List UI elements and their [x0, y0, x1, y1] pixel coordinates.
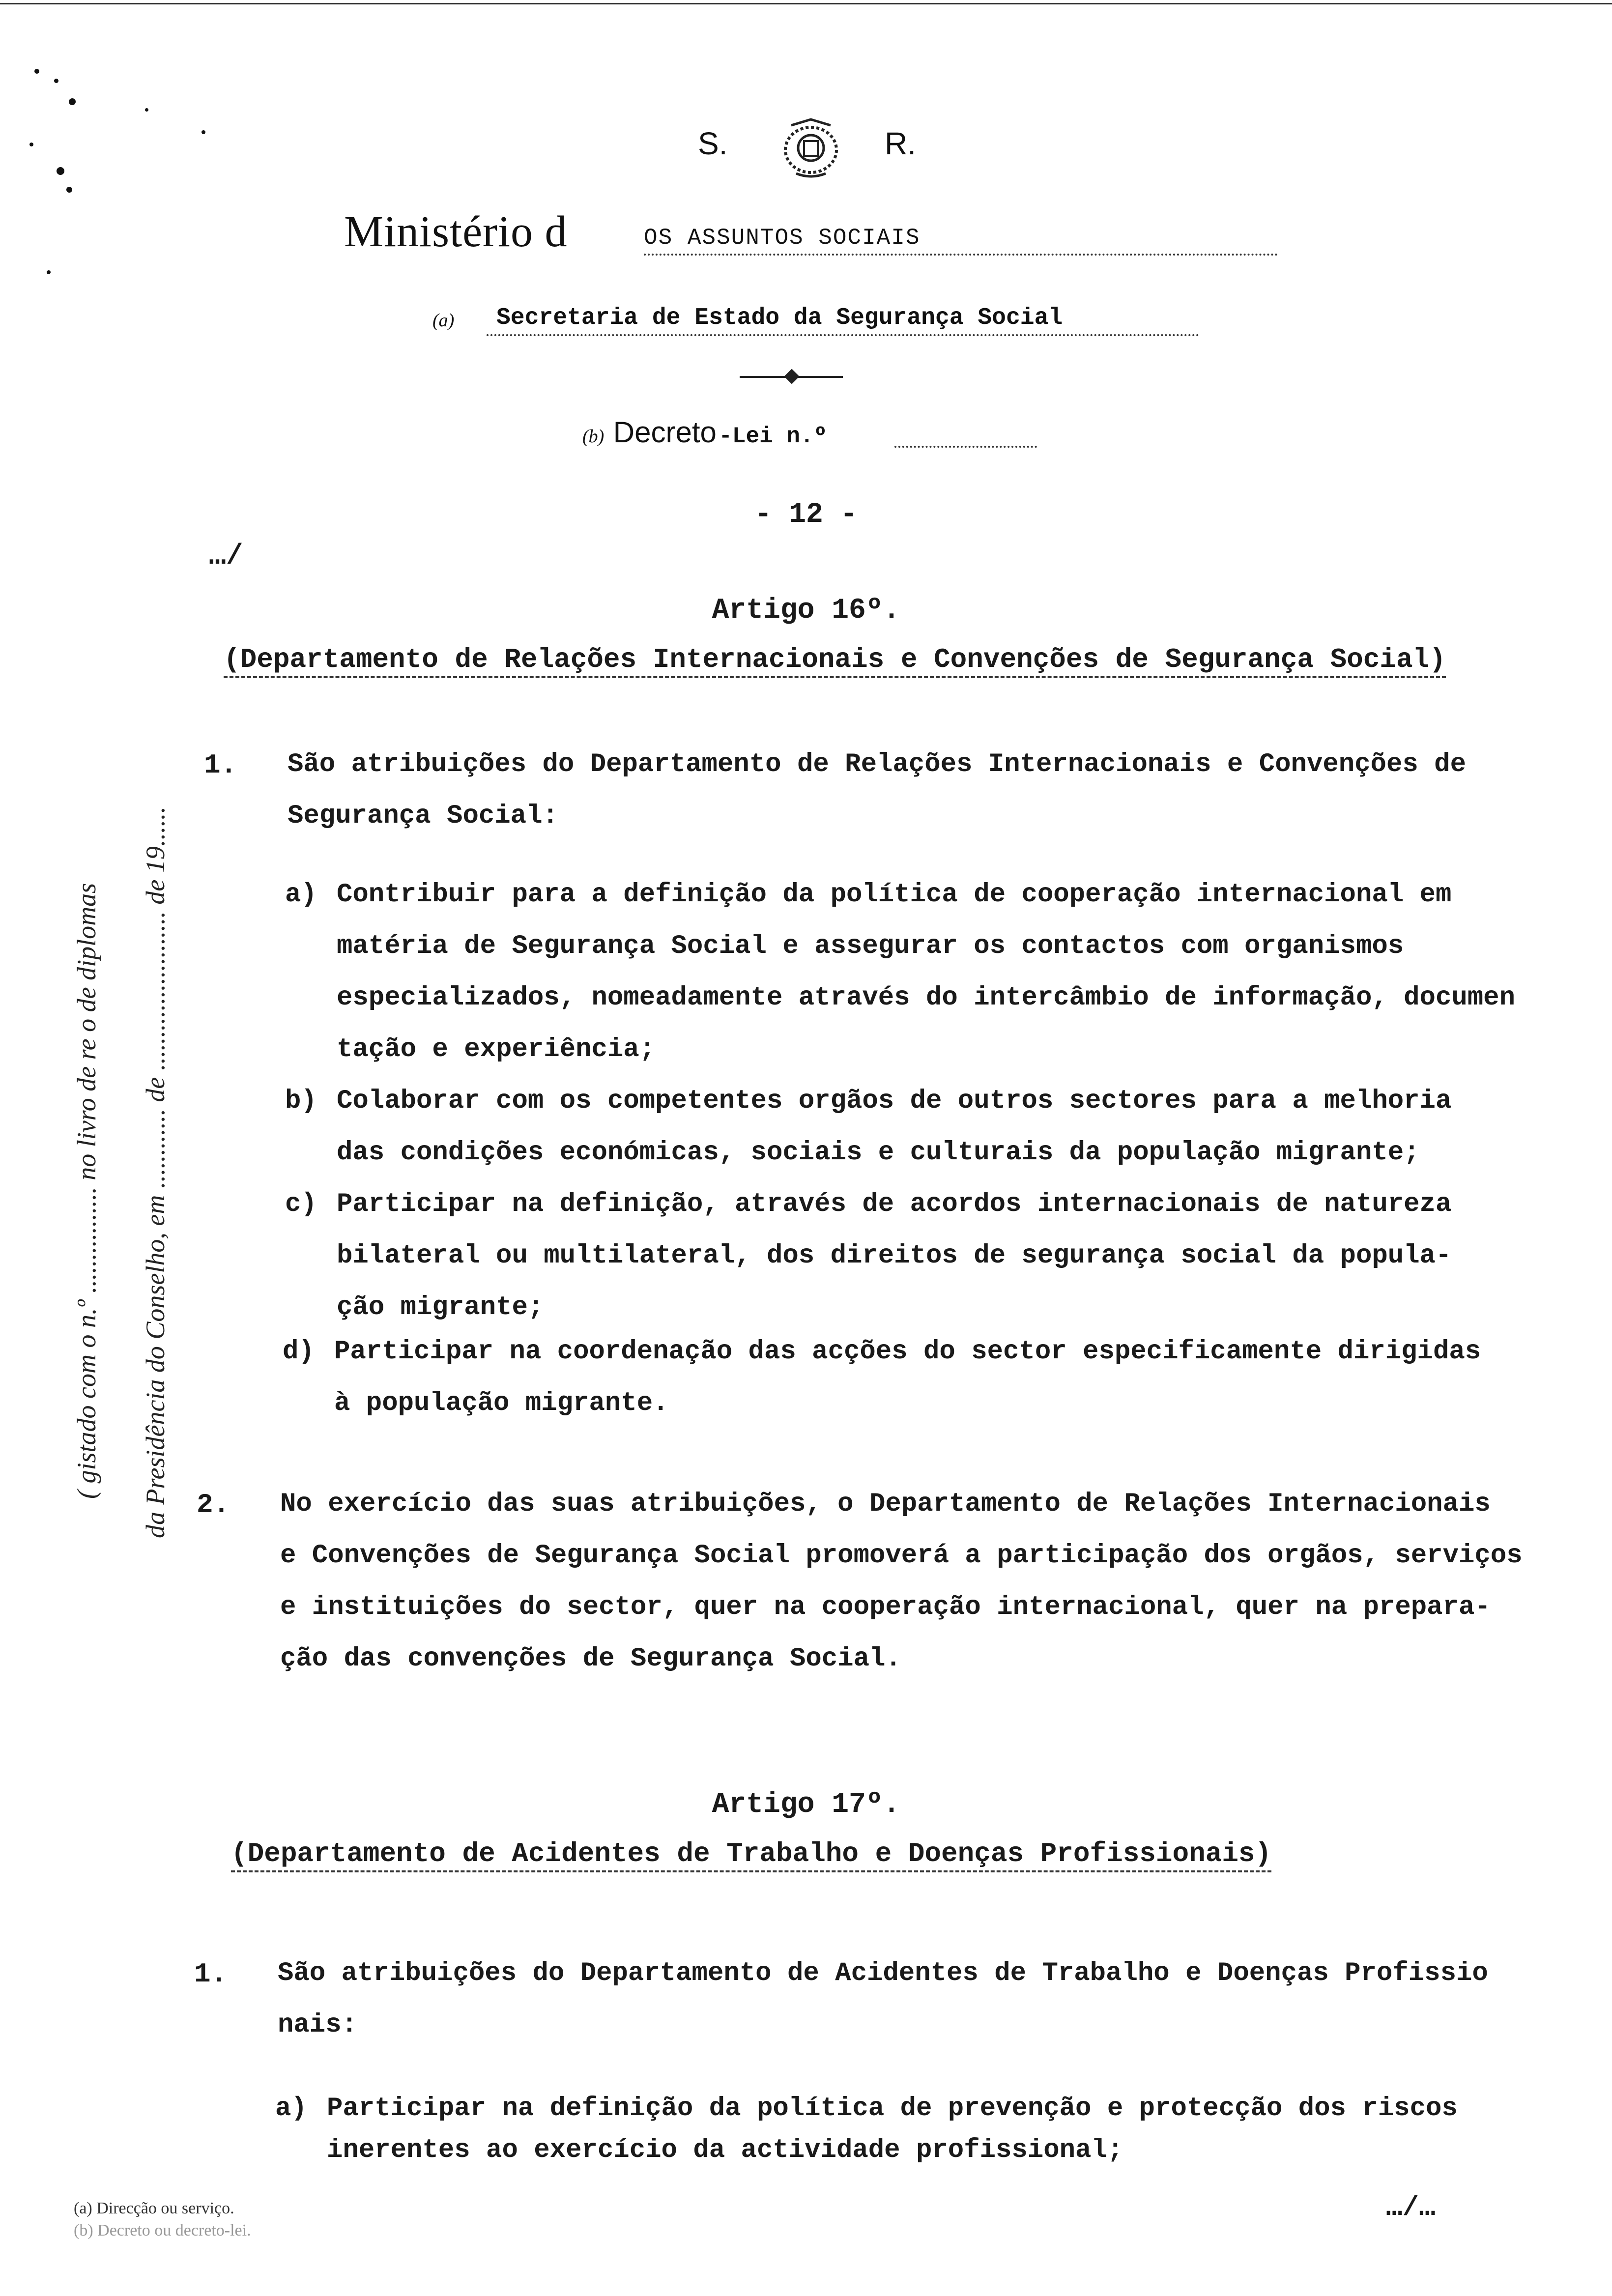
scan-speck [54, 79, 58, 83]
decree-suffix: -Lei n.º [719, 424, 828, 449]
article-17-p1-line: nais: [278, 2010, 358, 2040]
ministry-dotted-line [644, 254, 1278, 256]
article-16-item-a-line: matéria de Segurança Social e assegurar os contactos com organismos [337, 931, 1404, 961]
article-16-item-b-line: das condições económicas, sociais e culturais da população migrante; [337, 1138, 1420, 1168]
letterhead-s: S. [698, 126, 728, 161]
scan-speck [202, 130, 205, 134]
article-16-item-d-line: Participar na coordenação das acções do sector especificamente dirigidas [334, 1337, 1481, 1367]
continuation-mark-top: …/ [209, 541, 243, 573]
letterhead-sr [698, 115, 924, 174]
continuation-mark-bottom: …/… [1386, 2192, 1436, 2223]
article-16-p2-line: ção das convenções de Segurança Social. [280, 1644, 901, 1674]
article-17-p1-line: São atribuições do Departamento de Acidentes de Trabalho e Doenças Profissio [278, 1958, 1488, 1988]
decree-line [582, 415, 1049, 455]
footnote-a: (a) Direcção ou serviço. [74, 2199, 234, 2217]
scan-speck [47, 270, 51, 274]
decree-label: Decreto [613, 416, 717, 449]
article-16-item-d-line: à população migrante. [334, 1388, 669, 1418]
scan-speck [66, 187, 72, 193]
secretariat-name: Secretaria de Estado da Segurança Social [496, 305, 1063, 331]
article-16-item-label: d) [283, 1337, 315, 1367]
article-16-paragraph-2-number: 2. [197, 1489, 230, 1521]
scan-speck [69, 98, 76, 105]
article-17-item-a-line: Participar na definição da política de prevenção e protecção dos riscos [327, 2094, 1458, 2124]
article-16-item-label: c) [285, 1189, 317, 1219]
article-16-item-c-line: Participar na definição, através de acordos internacionais de natureza [337, 1189, 1452, 1219]
article-16-title: Artigo 16º. [712, 595, 900, 627]
article-16-p1-line: São atribuições do Departamento de Relações Internacionais e Convenções de [288, 749, 1466, 779]
decree-marker: (b) [582, 426, 604, 447]
scan-speck [57, 167, 64, 175]
margin-note-line-1: ( gistado com o n.º ................ no livro de re o de diplomas [72, 883, 101, 1499]
article-16-item-a-line: tação e experiência; [337, 1034, 656, 1064]
article-17-subtitle: (Departamento de Acidentes de Trabalho e Doenças Profissionais) [231, 1838, 1271, 1872]
article-17-title: Artigo 17º. [712, 1789, 900, 1821]
article-16-item-c-line: ção migrante; [337, 1292, 544, 1322]
article-16-p2-line: e Convenções de Segurança Social promoverá a participação dos orgãos, serviços [280, 1541, 1523, 1571]
article-16-item-label: a) [285, 880, 317, 910]
ministry-line [344, 206, 1278, 265]
secretariat-marker: (a) [432, 310, 455, 331]
secretariat-dotted-line [487, 334, 1199, 336]
secretariat-line [432, 305, 1199, 344]
article-16-item-c-line: bilateral ou multilateral, dos direitos de segurança social da popula- [337, 1241, 1452, 1271]
article-16-item-a-line: especializados, nomeadamente através do intercâmbio de informação, documen [337, 983, 1515, 1013]
decree-dotted-line [894, 446, 1037, 448]
footnote-b: (b) Decreto ou decreto-lei. [74, 2221, 251, 2239]
divider-diamond-icon [784, 369, 799, 384]
article-16-p2-line: No exercício das suas atribuições, o Departamento de Relações Internacionais [280, 1489, 1491, 1519]
article-17-item-label: a) [275, 2094, 307, 2124]
article-17-item-a-line: inerentes ao exercício da actividade profissional; [327, 2135, 1123, 2165]
scan-speck [29, 143, 33, 146]
article-16-item-label: b) [285, 1086, 317, 1116]
scan-speck [34, 69, 39, 74]
margin-note-line-2: da Presidência do Conselho, em ............ de ........................ de 19...... [141, 806, 170, 1538]
letterhead-r: R. [885, 126, 916, 161]
article-16-p2-line: e instituições do sector, quer na cooperação internacional, quer na prepara- [280, 1592, 1491, 1622]
coat-of-arms-icon [772, 115, 850, 179]
article-16-paragraph-1-number: 1. [204, 749, 237, 781]
top-border-line [0, 3, 1612, 4]
article-17-paragraph-1-number: 1. [194, 1958, 228, 1990]
article-16-subtitle: (Departamento de Relações Internacionais e Convenções de Segurança Social) [224, 644, 1446, 678]
ministry-label: Ministério d [344, 207, 568, 256]
article-16-item-a-line: Contribuir para a definição da política de cooperação internacional em [337, 880, 1452, 910]
page-number: - 12 - [754, 499, 858, 531]
ministry-name: OS ASSUNTOS SOCIAIS [644, 225, 921, 251]
article-16-p1-line: Segurança Social: [288, 801, 558, 831]
article-16-item-b-line: Colaborar com os competentes orgãos de outros sectores para a melhoria [337, 1086, 1452, 1116]
scan-speck [145, 108, 148, 112]
